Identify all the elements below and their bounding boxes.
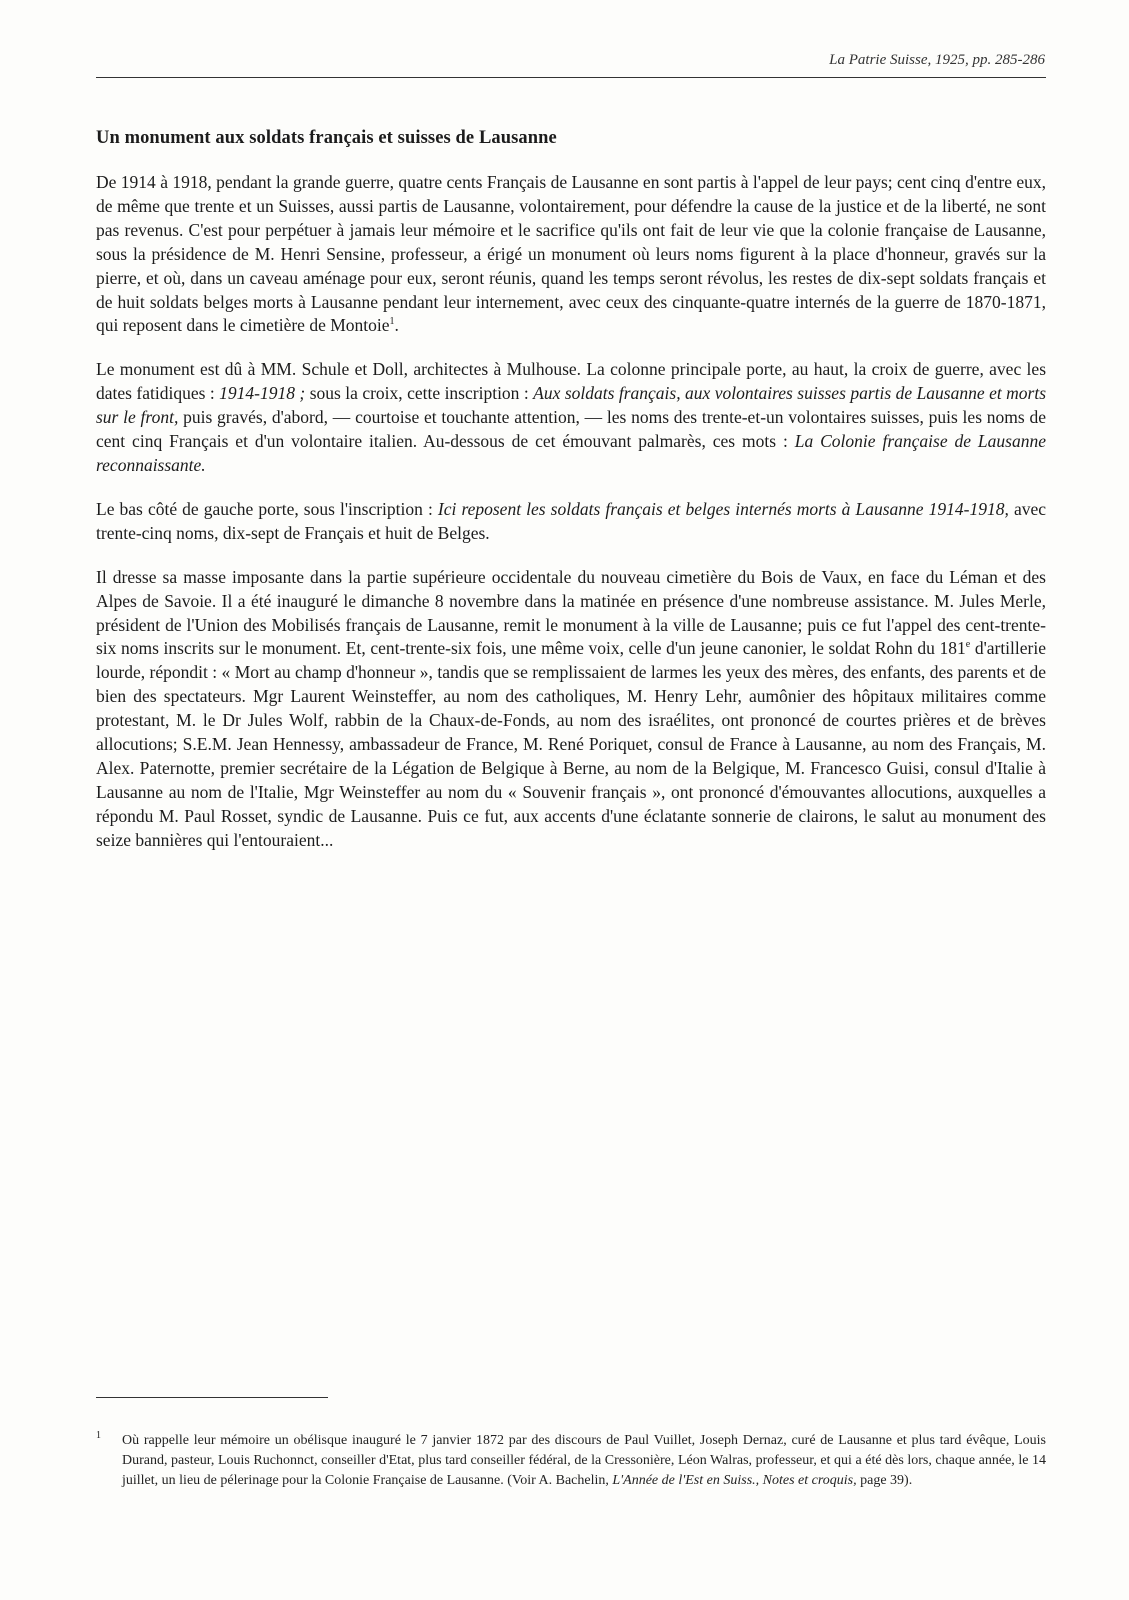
header-divider bbox=[96, 77, 1046, 78]
paragraph-1-end: . bbox=[394, 315, 399, 336]
paragraph-2-dedication: La Colonie française de Lausanne reconnaissante. bbox=[96, 431, 1046, 475]
paragraph-4 bbox=[96, 566, 1046, 853]
article-body bbox=[96, 128, 1046, 873]
footnote bbox=[96, 1431, 1046, 1491]
paragraph-1-text: De 1914 à 1918, pendant la grande guerre, quatre cents Français de Lausanne en sont partis à l'appel de leur pays; cent cinq d'entre eux, de même que trente et un Suisses, aussi partis de Lausanne, volontairement, pour défendre la cause de la justice et de la liberté, ne sont pas revenus. C'est pour perpétuer à jamais leur mémoire et le sacrifice qu'ils ont fait de leur vie que la colonie française de Lausanne, sous la présidence de M. Henri Sensine, professeur, a érigé un monument où leurs noms figurent à la place d'honneur, gravés sur la pierre, et où, dans un caveau aménage pour eux, seront réunis, quand les temps seront révolus, les restes de dix-sept soldats français et de huit soldats belges morts à Lausanne pendant leur internement, avec ceux des cinquante-quatre internés de la guerre de 1870-1871, qui reposent dans le cimetière de Montoie bbox=[96, 172, 1046, 336]
paragraph-2-text-a: Le monument est dû à MM. Schule et Doll, architectes à Mulhouse. La colonne principale porte, au haut, la croix de guerre, avec les dates fatidiques : bbox=[96, 359, 1046, 404]
paragraph-2-text-c: sous la croix, cette inscription : bbox=[305, 383, 534, 404]
footnote-reference[interactable]: 1 bbox=[389, 316, 395, 328]
ordinal-superscript: e bbox=[965, 639, 971, 651]
footnote-text-c: page 39). bbox=[856, 1473, 913, 1488]
article-title: Un monument aux soldats français et suisses de Lausanne bbox=[96, 128, 557, 148]
source-reference: La Patrie Suisse, 1925, pp. 285-286 bbox=[829, 52, 1045, 68]
footnote-text-a: Où rappelle leur mémoire un obélisque inauguré le 7 janvier 1872 par des discours de Paul Vuillet, Joseph Dernaz, curé de Lausanne et plus tard évêque, Louis Durand, pasteur, Louis Ruchonnct, conseiller d'Etat, plus tard conseiller fédéral, de la Cressonière, Léon Walras, professeur, et qui a été dès lors, chaque année, le 14 juillet, un lieu de pélerinage pour la Colonie Française de Lausanne. (Voir A. Bachelin, bbox=[122, 1433, 1046, 1488]
paragraph-4-text-a: Il dresse sa masse imposante dans la partie supérieure occidentale du nouveau cimetière du Bois de Vaux, en face du Léman et des Alpes de Savoie. Il a été inauguré le dimanche 8 novembre dans la matinée en présence d'une nombreuse assistance. M. Jules Merle, président de l'Union des Mobilisés français de Lausanne, remit le monument à la ville de Lausanne; puis ce fut l'appel des cent-trente-six noms inscrits sur le monument. Et, cent-trente-six fois, une même voix, celle d'un jeune canonier, le soldat Rohn du 181 bbox=[96, 566, 1046, 659]
footnote-book-title: L'Année de l'Est en Suiss., Notes et croquis, bbox=[612, 1473, 857, 1488]
paragraph-2-inscription: Aux soldats français, aux volontaires suisses partis de Lausanne et morts sur le front, bbox=[96, 383, 1047, 428]
paragraph-4-text-b: d'artillerie lourde, répondit : « Mort au champ d'honneur », tandis que se remplissaient de larmes les yeux des mères, des enfants, des parents et de bien des spectateurs. Mgr Laurent Weinsteffer, au nom des catholiques, M. Henry Lehr, aumônier des hôpitaux militaires comme protestant, M. le Dr Jules Wolf, rabbin de la Chaux-de-Fonds, au nom des israélites, ont prononcé de courtes prières et de brèves allocutions; S.E.M. Jean Hennessy, ambassadeur de France, M. René Poriquet, consul de France à Lausanne, au nom des Français, M. Alex. Paternotte, premier secrétaire de la Légation de Belgique à Berne, au nom de la Belgique, M. Francesco Guisi, consul d'Italie à Lausanne au nom de l'Italie, Mgr Weinsteffer au nom du « Souvenir français », ont prononcé d'émouvantes allocutions, auxquelles a répondu M. Paul Rosset, syndic de Lausanne. Puis ce fut, aux accents d'une éclatante sonnerie de clairons, le salut au monument des seize bannières qui l'entouraient... bbox=[96, 638, 1046, 850]
footnote-divider bbox=[96, 1397, 328, 1398]
paragraph-2-dates: 1914-1918 ; bbox=[219, 383, 306, 404]
paragraph-2-text-e: puis gravés, d'abord, — courtoise et touchante attention, — les noms des trente-et-un volontaires suisses, puis les noms de cent cinq Français et d'un volontaire italien. Au-dessous de cet émouvant palmarès, ces mots : bbox=[96, 407, 1046, 452]
footnote-mark: 1 bbox=[96, 1430, 101, 1441]
paragraph-2 bbox=[96, 358, 1046, 478]
paragraph-3-text-c: avec trente-cinq noms, dix-sept de Français et huit de Belges. bbox=[96, 498, 1046, 543]
paragraph-3 bbox=[96, 498, 1046, 546]
paragraph-1 bbox=[96, 171, 1046, 338]
paragraph-3-inscription: Ici reposent les soldats français et belges internés morts à Lausanne 1914-1918, bbox=[437, 498, 1009, 519]
footnote-text bbox=[122, 1431, 1046, 1491]
paragraph-3-text-a: Le bas côté de gauche porte, sous l'inscription : bbox=[96, 498, 438, 519]
